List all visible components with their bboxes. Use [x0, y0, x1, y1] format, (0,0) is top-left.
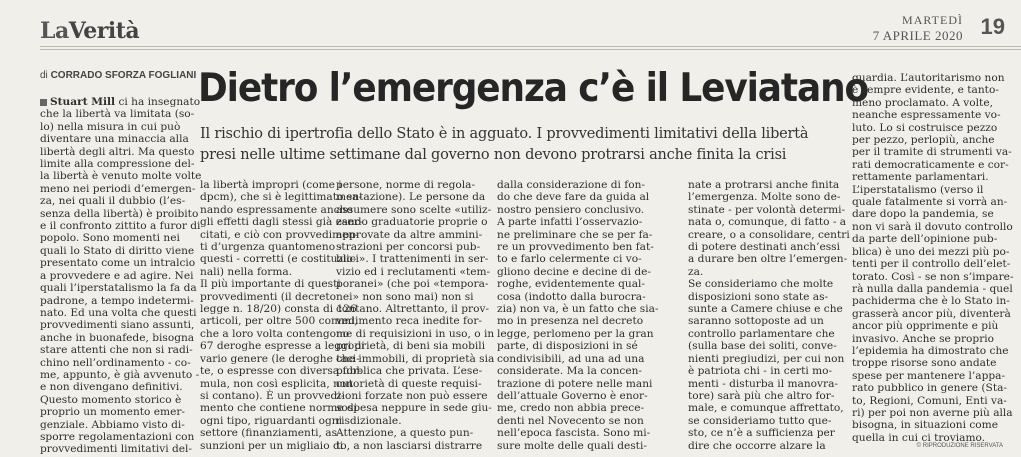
column-line: persone, norme di regola-: [336, 179, 476, 191]
lead-square-icon: [40, 99, 47, 106]
column-line: gli effetti dagli stessi già eser-: [200, 216, 363, 229]
column-line: mula, non così esplicita, non: [200, 377, 354, 390]
column-line: nali) nella forma.: [200, 265, 293, 278]
column-line: stare attenti che non si radi-: [40, 344, 193, 357]
column-line: di potere destinati anch’essi: [688, 241, 841, 254]
column-line: da parte dell’opinione pub-: [852, 233, 998, 246]
column-line: rettamente parlamentari.: [852, 171, 989, 184]
column-line: a provvedere e ad agire. Nei: [40, 269, 194, 282]
column-line: ci ha insegnato: [118, 96, 201, 108]
column-line: approvate da altre ammini-: [336, 228, 483, 241]
column-2: [200, 179, 365, 452]
column-line: presentato come un intralcio: [40, 257, 196, 270]
column-line: nostro pensiero conclusivo.: [497, 203, 645, 216]
column-line: grasserà ancor più, diventerà: [852, 307, 1011, 320]
column-line: legge, perlomeno per la gran: [497, 327, 654, 340]
issue-date-text: 7 APRILE 2020: [872, 28, 963, 43]
column-line: spese per mantenere l’appa-: [852, 369, 1006, 382]
column-line: gliono decine e decine di de-: [497, 265, 651, 278]
column-line: invasivo. Anche se proprio: [852, 332, 995, 345]
column-line: quali lo Stato di diritto viene: [40, 244, 195, 257]
column-line: è patriota chi - in certi mo-: [688, 365, 833, 378]
column-line: luto. Lo si costruisce pezzo: [852, 121, 998, 134]
issue-date: [873, 13, 963, 44]
newspaper-logo: LaVerità: [40, 18, 140, 44]
copyright-notice: © RIPRODUZIONE RISERVATA: [916, 443, 1003, 449]
column-line: zando graduatorie proprie o: [336, 216, 488, 229]
column-line: meno nei periodi d’emergen-: [40, 182, 196, 195]
column-line: quale fatalmente si vorrà an-: [852, 196, 1008, 209]
column-line: genziale. Abbiamo visto di-: [40, 418, 185, 431]
column-line: che immobili, di proprietà sia: [336, 352, 495, 365]
column-line: nate a protrarsi anche finita: [688, 179, 840, 191]
column-line: nell’epoca fascista. Sono mi-: [497, 427, 651, 440]
column-line: A parte infatti l’osservazio-: [497, 216, 643, 229]
column-line: risdizionale.: [336, 414, 402, 427]
column-line: pubblica che privata. L’ese-: [336, 365, 483, 378]
column-line: articoli, per oltre 500 commi,: [200, 315, 358, 328]
column-line: questi - corretti (e costituzio-: [200, 253, 357, 266]
column-line: mo in presenza nel decreto: [497, 315, 644, 328]
column-line: la libertà impropri (come i: [200, 179, 342, 191]
column-line: sure molte delle quali desti-: [497, 439, 647, 452]
column-line: e il confronto zittito a furor di: [40, 220, 201, 233]
column-line: vizio ed i reclutamenti «tem-: [336, 265, 491, 278]
column-line: controllo parlamentare che: [688, 327, 835, 340]
column-line: (sulla base dei soliti, conve-: [688, 340, 837, 353]
column-line: nienti pregiudizi, per cui non: [688, 352, 845, 365]
column-line: chino nell’ordinamento - co-: [40, 356, 191, 369]
column-line: Se consideriamo che molte: [688, 278, 834, 291]
column-line: zia) non va, è un fatto che sia-: [497, 303, 659, 316]
column-line: L’iperstatalismo (verso il: [852, 183, 984, 196]
column-line: troppe risorse sono andate: [852, 357, 997, 370]
column-line: padrone, a tempo indetermi-: [40, 294, 194, 307]
column-line: popolo. Sono momenti nei: [40, 232, 180, 245]
column-line: dare dopo la pandemia, se: [852, 208, 994, 221]
column-line: nato. Ed una volta che questi: [40, 306, 197, 319]
column-line: è sempre evidente, e tanto-: [852, 84, 999, 97]
lead-name: Stuart Mill: [50, 96, 116, 108]
article-subtitle: Il rischio di ipertrofia dello Stato è in agguato. I provvedimenti limitativi della libertà presi nelle ultime settimane dal governo non devono protrarsi anche finita la crisi: [200, 126, 809, 163]
column-line: bisogna, in situazioni come: [852, 419, 998, 432]
column-line: legge n. 18/20) consta di 126: [200, 303, 357, 316]
column-line: lo) nella misura in cui può: [40, 120, 181, 133]
column-line: poranei» (che poi «tempora-: [336, 278, 489, 291]
column-line: vedimento reca inedite for-: [336, 315, 483, 328]
article-title: Dietro l’emergenza c’è il Leviatano: [198, 66, 869, 111]
column-line: male, e comunque affrettato,: [688, 402, 844, 415]
column-line: e non divengano definitivi.: [40, 381, 183, 394]
column-line: pachiderma che è lo Stato in-: [852, 295, 1010, 308]
column-line: torato. Così - se non s’impare-: [852, 270, 1014, 283]
column-line: neanche espressamente vo-: [852, 109, 1001, 122]
column-line: se consideriamo tutto que-: [688, 414, 832, 427]
column-line: non vi sarà il dovuto controllo: [852, 220, 1013, 233]
column-line: provvedimenti (il decreto: [200, 290, 337, 303]
column-line: mento che contiene norme di: [200, 402, 358, 415]
column-line: proprietà, di beni sia mobili: [336, 340, 486, 353]
column-line: quali l’iperstatalismo la fa da: [40, 282, 197, 295]
column-line: to e farlo celermente ci vo-: [497, 253, 642, 266]
column-line: si contano). È un provvedi-: [200, 389, 345, 402]
column-line: to, Regioni, Comuni, Enti va-: [852, 394, 1007, 407]
column-line: che a loro volta contengono: [200, 327, 350, 340]
column-line: Il più importante di questi: [200, 278, 341, 291]
column-line: stinate - per volontà determi-: [688, 203, 846, 216]
column-line: ogni tipo, riguardanti ogni: [200, 414, 343, 427]
column-line: sunzioni per un migliaio di: [200, 439, 344, 452]
column-line: me, appunto, è già avvenuto -: [40, 368, 200, 381]
column-line: sospesa neppure in sede giu-: [336, 402, 492, 415]
column-line: cutorietà di queste requisi-: [336, 377, 482, 390]
column-line: provvedimenti siano assunti,: [40, 319, 195, 332]
byline: di CORRADO SFORZA FOGLIANI: [40, 70, 197, 81]
column-line: Questo momento storico è: [40, 393, 182, 406]
column-line: diventare una minaccia alla: [40, 133, 189, 146]
column-line: dell’attuale Governo è enor-: [497, 389, 648, 402]
column-line: denti nel Novecento se non: [497, 414, 644, 427]
column-line: rà nulla dalla pandemia - quel: [852, 282, 1013, 295]
column-line: vario genere (le deroghe taci-: [200, 352, 360, 365]
column-line: senza della libertà) è proibito: [40, 207, 199, 220]
column-line: Attenzione, a questo pun-: [336, 427, 474, 440]
column-line: ti d’urgenza quantomeno -: [200, 241, 343, 254]
column-line: dire che occorre alzare la: [688, 439, 826, 452]
column-line: dalla considerazione di fon-: [497, 179, 645, 191]
column-line: assumere sono scelte «utiliz-: [336, 203, 492, 216]
column-line: l’epidemia ha dimostrato che: [852, 344, 1009, 357]
column-line: l’emergenza. Molte sono de-: [688, 191, 841, 204]
column-line: considerate. Ma la concen-: [497, 365, 642, 378]
column-line: trazione di potere nelle mani: [497, 377, 653, 390]
column-line: strazioni per concorsi pub-: [336, 241, 481, 254]
issue-day: MARTEDÌ: [902, 13, 963, 27]
column-line: te, o espresse con diversa for-: [200, 365, 362, 378]
column-line: disposizioni sono state as-: [688, 290, 829, 303]
column-line: condivisibili, ad una ad una: [497, 352, 645, 365]
column-line: proprio un momento emer-: [40, 406, 186, 419]
header-rule: [40, 46, 1021, 47]
column-line: sto, ce n’è a sufficienza per: [688, 427, 835, 440]
column-line: me di requisizioni in uso, o in: [336, 327, 495, 340]
column-line: per il tramite di strumenti va-: [852, 146, 1012, 159]
column-1: [40, 96, 202, 456]
column-line: meno proclamato. A volte,: [852, 96, 993, 109]
column-line: nata o, comunque, di fatto - a: [688, 216, 847, 229]
column-line: provvedimenti limitativi del-: [40, 443, 192, 456]
column-line: che la libertà va limitata (so-: [40, 108, 195, 121]
column-line: blica) è uno dei mezzi più po-: [852, 245, 1010, 258]
column-line: rato pubblico in genere (Sta-: [852, 382, 1007, 395]
column-line: a durare ben oltre l’emergen-: [688, 253, 848, 266]
column-line: parte, di disposizioni in sé: [497, 340, 638, 353]
column-line: roghe, evidentemente qual-: [497, 278, 646, 291]
column-line: 67 deroghe espresse a leggi di: [200, 340, 365, 353]
column-line: nei» non sono mai) non si: [336, 290, 474, 303]
column-line: sporre regolamentazioni con: [40, 430, 195, 443]
column-line: ne preliminare che se per fa-: [497, 228, 653, 241]
column-line: limite alla compressione del-: [40, 158, 195, 171]
column-line: anche in buonafede, bisogna: [40, 331, 195, 344]
column-3: [336, 179, 495, 452]
column-line: citati, e ciò con provvedimen-: [200, 228, 359, 241]
column-line: libertà degli altri. Ma questo: [40, 145, 195, 158]
column-line: tore) sarà più che altro for-: [688, 389, 835, 402]
column-line: sunte a Camere chiuse e che: [688, 303, 843, 316]
column-line: menti - disturba il manovra-: [688, 377, 838, 390]
column-line: me, credo non abbia prece-: [497, 402, 645, 415]
column-line: do che deve fare da guida al: [497, 191, 650, 204]
column-line: cosa (indotto dalla burocra-: [497, 290, 646, 303]
page-number: 19: [980, 14, 1005, 39]
column-line: blici». I trattenimenti in ser-: [336, 253, 489, 266]
column-6: [852, 72, 1014, 444]
column-line: rati democraticamente e cor-: [852, 158, 1009, 171]
column-line: contano. Altrettanto, il prov-: [336, 303, 490, 316]
column-line: nando espressamente anche: [200, 203, 353, 216]
column-line: settore (finanziamenti, as-: [200, 427, 341, 440]
column-line: quella in cui ci troviamo.: [852, 431, 986, 444]
column-line: per pezzo, perlopiù, anche: [852, 134, 995, 147]
column-line: dpcm), che si è legittimato sa-: [200, 191, 363, 204]
column-line: creare, o a consolidare, centri: [688, 228, 850, 241]
column-4: [497, 179, 678, 452]
column-line: saranno sottoposte ad un: [688, 315, 824, 328]
column-line: zioni forzate non può essere: [336, 389, 488, 402]
column-line: ri) per poi non averne più alla: [852, 406, 1013, 419]
column-line: za, nei quali il dubbio (l’es-: [40, 195, 186, 208]
header-rule-2: [40, 49, 1021, 50]
column-line: mentazione). Le persone da: [336, 191, 486, 204]
column-line: ancor più opprimente e più: [852, 320, 999, 333]
column-line: la libertà è venuto molte volte: [40, 170, 202, 183]
column-line: za.: [688, 265, 704, 278]
masthead: [0, 0, 1021, 52]
column-line: re un provvedimento ben fat-: [497, 241, 654, 254]
column-line: tenti per il controllo dell’elet-: [852, 258, 1011, 271]
column-5: [688, 179, 850, 452]
column-line: guardia. L’autoritarismo non: [852, 72, 1005, 84]
column-line: to, a non lasciarsi distrarre: [336, 439, 483, 452]
